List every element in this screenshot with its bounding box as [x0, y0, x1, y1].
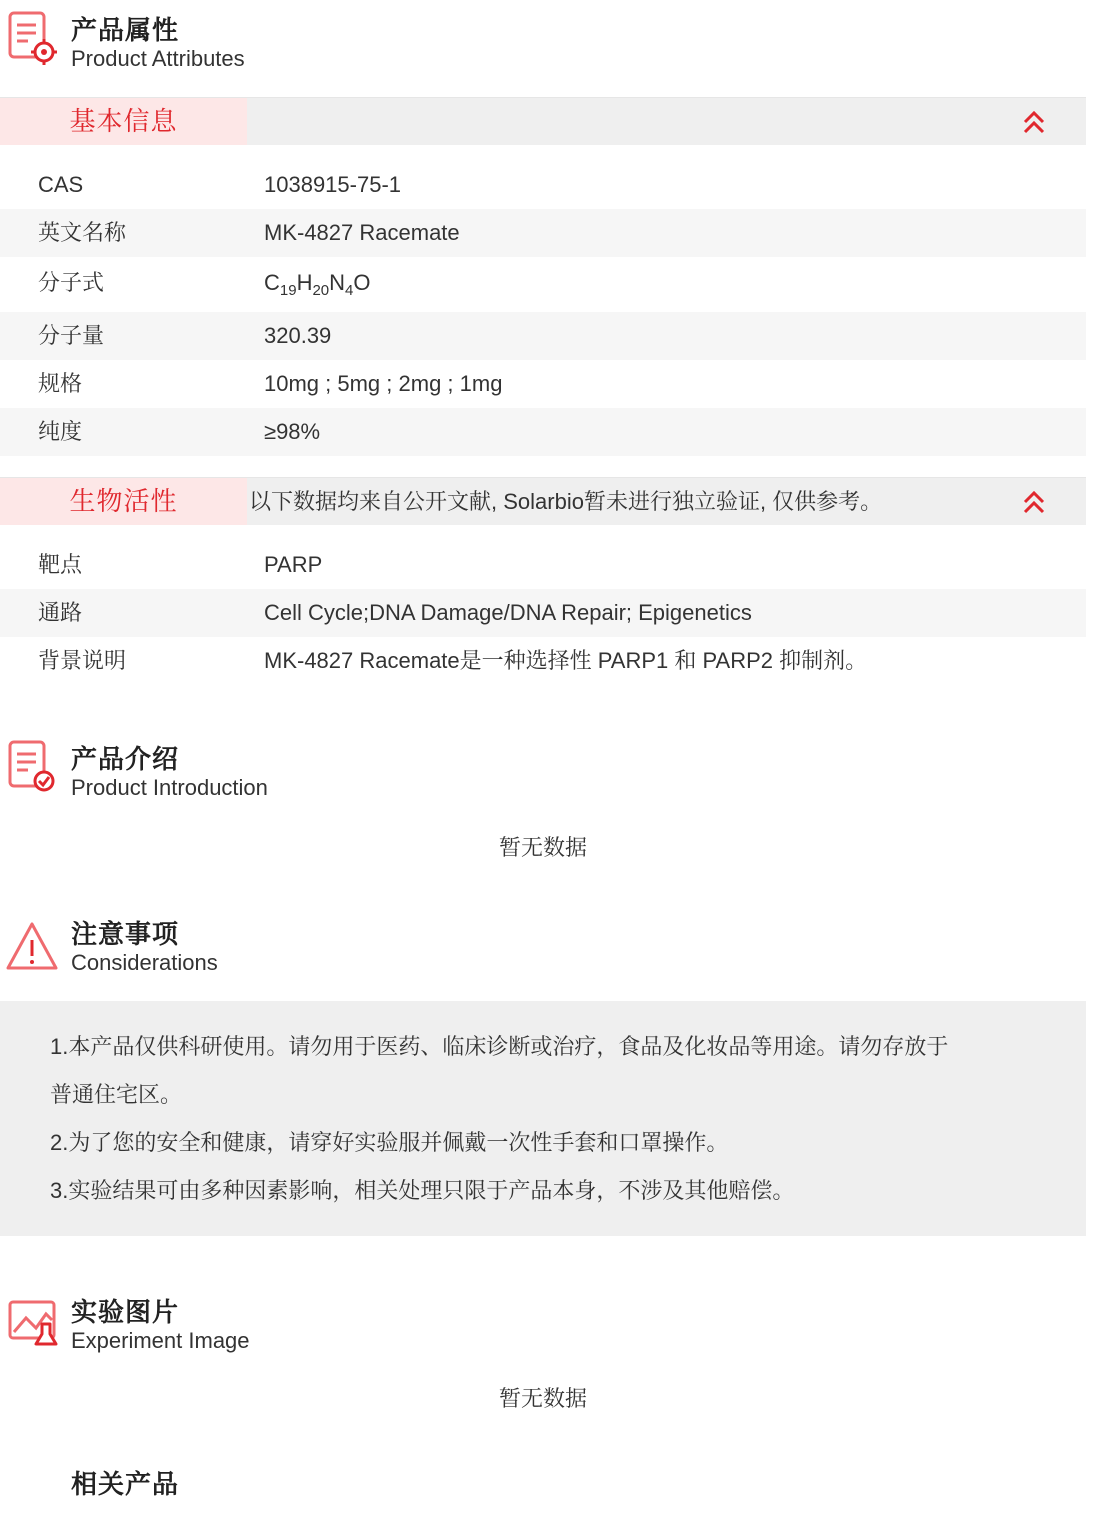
row-value: PARP: [264, 552, 323, 577]
bio-activity-disclaimer: 以下数据均来自公开文献, Solarbio暂未进行独立验证, 仅供参考。: [249, 489, 883, 514]
molecular-formula: $C_{19}H_{20}N_4O$: [264, 270, 371, 299]
chevron-double-up-icon: [1022, 108, 1046, 136]
collapse-basic-info-button[interactable]: [1022, 108, 1046, 136]
section-title-en: Product Introduction: [71, 775, 268, 800]
attribute-row-english-name: [0, 209, 1086, 257]
notice-line: 2.为了您的安全和健康，请穿好实验服并佩戴一次性手套和口罩操作。: [50, 1130, 729, 1155]
row-value: MK-4827 Racemate是一种选择性 PARP1 和 PARP2 抑制剂。: [264, 648, 868, 673]
intro-empty-state: 暂无数据: [498, 835, 587, 860]
row-key: 英文名称: [38, 220, 127, 245]
section-header-attributes: [0, 2, 1086, 72]
row-value: Cell Cycle;DNA Damage/DNA Repair; Epigenetics: [264, 600, 752, 625]
bio-row-target: [0, 541, 1086, 589]
bio-row-background: [0, 637, 1086, 685]
row-key: 靶点: [38, 552, 83, 577]
row-key: 通路: [38, 600, 83, 625]
section-title-zh: 产品属性: [71, 15, 180, 45]
row-value: 1038915-75-1: [264, 172, 402, 197]
notice-line: 1.本产品仅供科研使用。请勿用于医药、临床诊断或治疗，食品及化妆品等用途。请勿存放于: [50, 1034, 949, 1059]
chevron-double-up-icon: [1022, 488, 1046, 516]
document-gear-icon: [6, 8, 60, 66]
section-title-en: Product Attributes: [71, 46, 245, 71]
images-empty-state: 暂无数据: [498, 1386, 587, 1411]
considerations-box: [0, 1001, 1086, 1236]
collapse-bio-activity-button[interactable]: [1022, 488, 1046, 516]
row-key: 纯度: [38, 419, 83, 444]
attribute-row-cas: [0, 161, 1086, 209]
section-header-considerations: [0, 906, 1086, 976]
row-value: MK-4827 Racemate: [264, 220, 460, 245]
bio-row-pathway: [0, 589, 1086, 637]
attribute-row-spec: [0, 360, 1086, 408]
notice-line: 普通住宅区。: [50, 1082, 183, 1107]
basic-info-band: [0, 97, 1086, 145]
section-title-en: Experiment Image: [71, 1328, 250, 1353]
basic-info-label: 基本信息: [0, 98, 247, 145]
row-key: 分子量: [38, 323, 105, 348]
row-key: 分子式: [38, 270, 105, 295]
row-key: 规格: [38, 371, 83, 396]
section-header-related: [0, 1456, 1086, 1526]
document-check-icon: [6, 737, 60, 795]
section-header-images: [0, 1284, 1086, 1354]
bio-activity-band: [0, 477, 1086, 525]
attribute-row-formula: [0, 259, 1086, 307]
row-key: 背景说明: [38, 648, 127, 673]
notice-line: 3.实验结果可由多种因素影响，相关处理只限于产品本身，不涉及其他赔偿。: [50, 1178, 795, 1203]
attribute-row-purity: [0, 408, 1086, 456]
section-title-en: Considerations: [71, 950, 218, 975]
bio-activity-label: 生物活性: [0, 478, 247, 525]
section-title-zh: 产品介绍: [71, 744, 180, 774]
image-flask-icon: [6, 1290, 60, 1348]
section-title-zh: 注意事项: [71, 919, 180, 949]
row-key: CAS: [38, 172, 84, 197]
section-header-intro: [0, 731, 1086, 801]
section-title-zh: 实验图片: [71, 1297, 180, 1327]
section-title-zh: 相关产品: [71, 1469, 180, 1499]
row-value: 10mg ; 5mg ; 2mg ; 1mg: [264, 371, 503, 396]
row-value: 320.39: [264, 323, 332, 348]
attribute-row-weight: [0, 312, 1086, 360]
warning-triangle-icon: [6, 912, 60, 970]
row-value: ≥98%: [264, 419, 321, 444]
